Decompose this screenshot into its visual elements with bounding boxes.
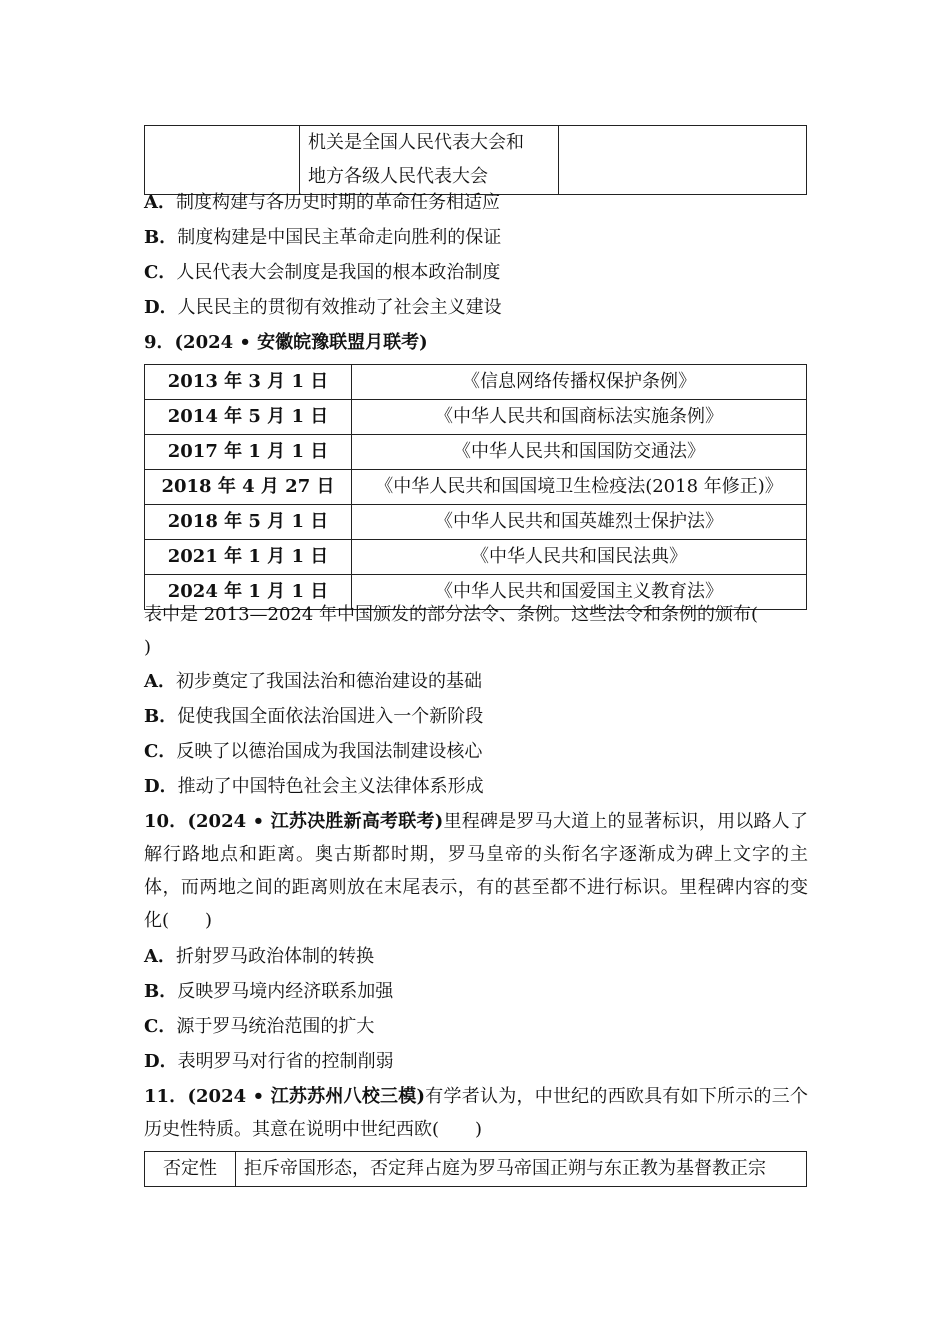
q8-option-c <box>144 261 500 285</box>
option-text: 人民民主的贯彻有效推动了社会主义建设 <box>177 297 502 318</box>
q8-option-a <box>144 191 500 215</box>
option-letter: A． <box>144 192 176 213</box>
option-text: 制度构建是中国民主革命走向胜利的保证 <box>177 227 502 248</box>
q9-date-cell: 2013 年 3 月 1 日 <box>145 365 352 400</box>
q11-label: 11．(2024 • 江苏苏州八校三模) <box>144 1086 426 1107</box>
option-letter: B． <box>144 981 178 1002</box>
q9-date-cell: 2024 年 1 月 1 日 <box>145 575 352 610</box>
q9-stem-line-1: 表中是 2013—2024 年中国颁发的部分法令、条例。这些法令和条例的颁布( <box>144 604 759 625</box>
q9-date-cell: 2021 年 1 月 1 日 <box>145 540 352 575</box>
q9-date-cell: 2018 年 4 月 27 日 <box>145 470 352 505</box>
q8-table-cell-3 <box>559 126 807 195</box>
q9-law-cell: 《中华人民共和国爱国主义教育法》 <box>352 575 807 610</box>
option-letter: D． <box>144 1051 178 1072</box>
q8-table-cell-1 <box>145 126 300 195</box>
q9-law-cell: 《中华人民共和国国防交通法》 <box>352 435 807 470</box>
option-letter: D． <box>144 297 178 318</box>
option-text: 反映罗马境内经济联系加强 <box>177 981 394 1002</box>
q9-option-d <box>144 775 484 799</box>
option-text: 推动了中国特色社会主义法律体系形成 <box>177 776 484 797</box>
q10-label: 10．(2024 • 江苏决胜新高考联考) <box>144 811 444 832</box>
q9-label: 9．(2024 • 安徽皖豫联盟月联考) <box>144 332 428 353</box>
q10-option-a <box>144 945 374 969</box>
option-text: 人民代表大会制度是我国的根本政治制度 <box>176 262 501 283</box>
option-text: 促使我国全面依法治国进入一个新阶段 <box>177 706 484 727</box>
option-letter: C． <box>144 741 177 762</box>
q10-option-b <box>144 980 393 1004</box>
q9-date-cell: 2018 年 5 月 1 日 <box>145 505 352 540</box>
option-text: 初步奠定了我国法治和德治建设的基础 <box>175 671 482 692</box>
q9-law-cell: 《中华人民共和国英雄烈士保护法》 <box>352 505 807 540</box>
option-text: 制度构建与各历史时期的革命任务相适应 <box>175 192 500 213</box>
option-letter: C． <box>144 262 177 283</box>
q10-stem: 里程碑是罗马大道上的显著标识，用以路人了解行路地点和距离。奥古斯都时期，罗马皇帝的头衔名字逐渐成为碑上文字的主体，而两地之间的距离则放在末尾表示，有的甚至都不进行标识。里程碑内容的变化( ) <box>144 811 809 931</box>
q9-stem-line-2: ) <box>144 637 152 658</box>
q8-table-cell-2-line-1: 机关是全国人民代表大会和 <box>308 132 524 153</box>
option-letter: C． <box>144 1016 177 1037</box>
q11-table-label: 否定性 <box>145 1152 236 1187</box>
q11-table <box>144 1151 807 1187</box>
q10-question <box>144 805 808 937</box>
q8-table <box>144 125 807 195</box>
q8-table-cell-2 <box>300 126 559 195</box>
option-letter: B． <box>144 706 178 727</box>
q9-option-b <box>144 705 483 729</box>
table-row <box>145 435 807 470</box>
q9-table <box>144 364 807 610</box>
option-letter: A． <box>144 671 176 692</box>
q9-law-cell: 《中华人民共和国民法典》 <box>352 540 807 575</box>
option-text: 折射罗马政治体制的转换 <box>175 946 374 967</box>
table-row <box>145 126 807 195</box>
option-text: 反映了以德治国成为我国法制建设核心 <box>176 741 483 762</box>
option-letter: D． <box>144 776 178 797</box>
table-row <box>145 365 807 400</box>
table-row <box>145 470 807 505</box>
q9-option-c <box>144 740 482 764</box>
q9-date-cell: 2014 年 5 月 1 日 <box>145 400 352 435</box>
table-row <box>145 540 807 575</box>
option-letter: B． <box>144 227 178 248</box>
table-row <box>145 400 807 435</box>
q9-option-a <box>144 670 482 694</box>
q10-option-d <box>144 1050 394 1074</box>
q11-question <box>144 1080 808 1146</box>
q10-option-c <box>144 1015 374 1039</box>
q8-option-d <box>144 296 502 320</box>
q8-table-cell-2-line-2: 地方各级人民代表大会 <box>308 166 488 187</box>
q9-law-cell: 《中华人民共和国国境卫生检疫法(2018 年修正)》 <box>352 470 807 505</box>
q9-law-cell: 《信息网络传播权保护条例》 <box>352 365 807 400</box>
option-text: 表明罗马对行省的控制削弱 <box>177 1051 394 1072</box>
option-text: 源于罗马统治范围的扩大 <box>176 1016 375 1037</box>
table-row <box>145 1152 807 1187</box>
q9-date-cell: 2017 年 1 月 1 日 <box>145 435 352 470</box>
table-row <box>145 505 807 540</box>
q8-option-b <box>144 226 501 250</box>
q9-law-cell: 《中华人民共和国商标法实施条例》 <box>352 400 807 435</box>
q11-stem: 有学者认为，中世纪的西欧具有如下所示的三个历史性特质。其意在说明中世纪西欧( ) <box>144 1086 808 1140</box>
option-letter: A． <box>144 946 176 967</box>
q11-table-content: 拒斥帝国形态，否定拜占庭为罗马帝国正朔与东正教为基督教正宗 <box>236 1152 807 1187</box>
